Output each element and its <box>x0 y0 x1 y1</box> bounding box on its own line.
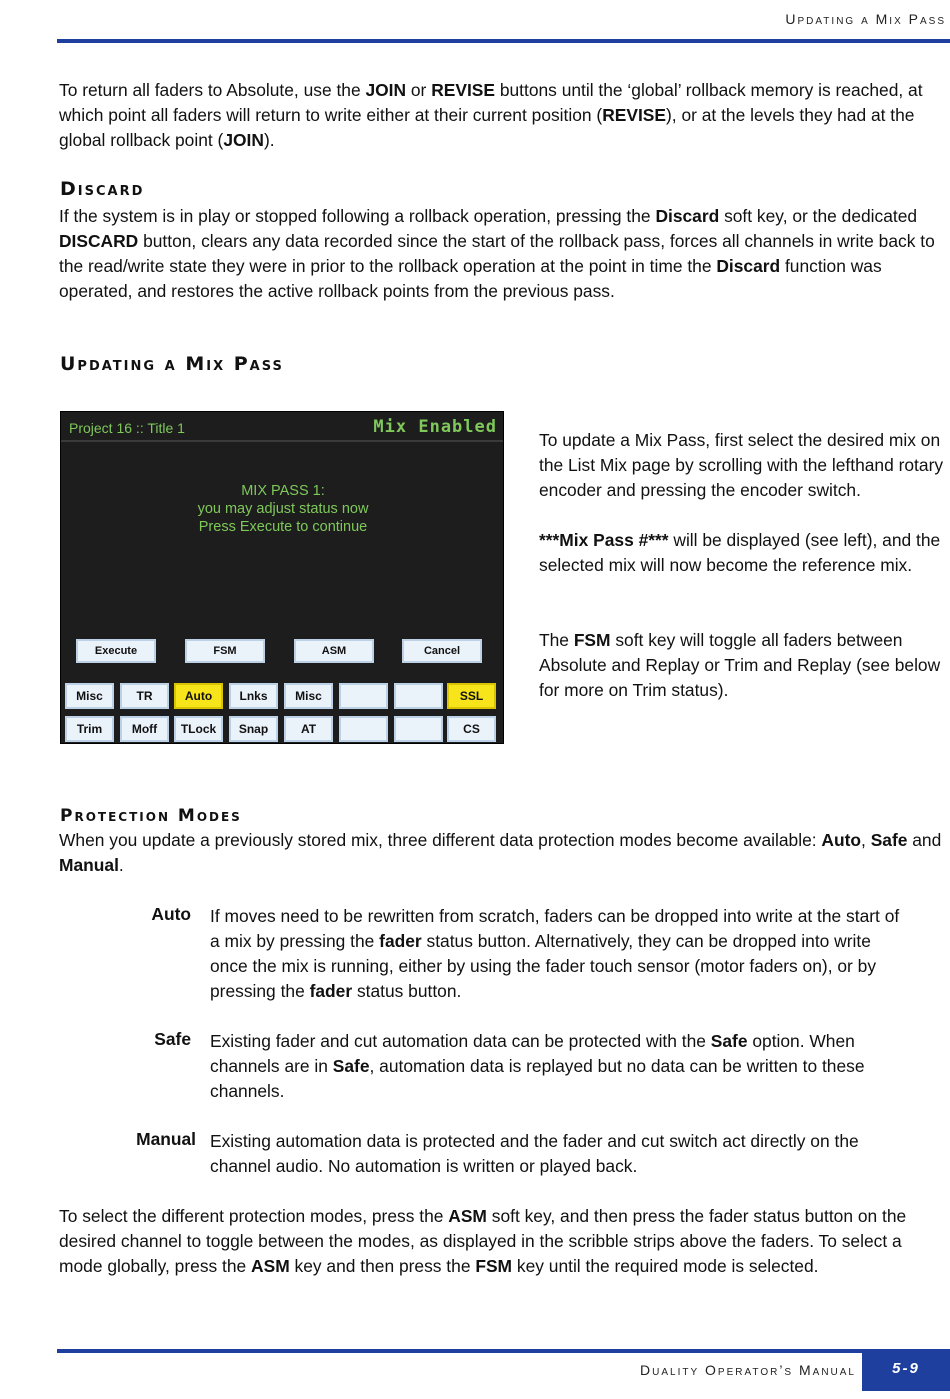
term-safe: Safe <box>154 1029 191 1049</box>
intro-paragraph <box>59 78 944 153</box>
screen-key-cs: CS <box>447 716 496 742</box>
page-number: 5-9 <box>862 1349 950 1391</box>
protection-closing <box>59 1204 944 1279</box>
bold-term: Safe <box>332 1056 370 1076</box>
bold-term: Discard <box>716 256 781 276</box>
screen-message-line: MIX PASS 1: <box>241 483 325 499</box>
text-run: . <box>118 855 124 875</box>
def-safe <box>210 1029 910 1104</box>
softkey-fsm: FSM <box>185 639 265 663</box>
bold-term: JOIN <box>365 80 407 100</box>
text-run: or <box>406 80 432 100</box>
screen-key-auto: Auto <box>174 683 223 709</box>
screen-key-blank <box>339 716 388 742</box>
text-run: buttons until the ‘global’ rollback memory is reached, at which point all faders will return to write either at their current position ( <box>59 80 923 125</box>
mixpass-heading: Updating a Mix Pass <box>60 353 284 375</box>
screen-key-lnks: Lnks <box>229 683 278 709</box>
text-run: , <box>861 830 871 850</box>
screen-key-blank <box>394 683 443 709</box>
bold-term: ASM <box>448 1206 487 1226</box>
text-run: If the system is in play or stopped following a rollback operation, pressing the <box>59 206 656 226</box>
screen-key-moff: Moff <box>120 716 169 742</box>
screen-key-misc-2: Misc <box>284 683 333 709</box>
text-run: status button. Alternatively, they can be dropped into write once the mix is running, either by using the fader touch sensor (motor faders on), or by pressing the <box>210 931 877 1001</box>
text-run: , automation data is replayed but no data can be written to these channels. <box>210 1056 865 1101</box>
text-run: To select the different protection modes, press the <box>59 1206 449 1226</box>
screen-key-blank <box>394 716 443 742</box>
def-auto <box>210 904 910 1004</box>
bold-term: REVISE <box>431 80 495 100</box>
screen-key-tlock: TLock <box>174 716 223 742</box>
protection-heading: Protection Modes <box>60 806 242 826</box>
text-run: status button. <box>352 981 462 1001</box>
bold-term: Discard <box>655 206 720 226</box>
screen-key-blank <box>339 683 388 709</box>
bold-term: fader <box>379 931 422 951</box>
def-manual: Existing automation data is protected and the fader and cut switch act directly on the channel audio. No automation is written or played back. <box>210 1131 859 1176</box>
text-run: ). <box>263 130 275 150</box>
text-run: When you update a previously stored mix, three different data protection modes become available: <box>59 830 822 850</box>
screen-message-line: you may adjust status now <box>197 501 369 517</box>
text-run: If moves need to be rewritten from scratch, faders can be dropped into write at the start of a mix by pressing the <box>210 906 900 951</box>
text-run: soft key, or the dedicated <box>719 206 918 226</box>
bold-term: Safe <box>870 830 908 850</box>
bold-term: ASM <box>251 1256 290 1276</box>
bold-term: REVISE <box>602 105 667 125</box>
bold-term: FSM <box>573 630 611 650</box>
text-run: key and then press the <box>289 1256 476 1276</box>
bold-term: Auto <box>821 830 862 850</box>
screen-title-bar <box>61 412 503 442</box>
text-run: button, clears any data recorded since the start of the rollback pass, forces all channels in write back to the read/write state they were in prior to the rollback operation at the point in time the <box>59 231 935 276</box>
bold-term: fader <box>309 981 353 1001</box>
page-header-title: Updating a Mix Pass <box>785 11 946 27</box>
bold-term: DISCARD <box>59 231 139 251</box>
bold-term: JOIN <box>223 130 264 150</box>
text-run: The <box>539 630 574 650</box>
term-manual: Manual <box>136 1129 196 1149</box>
bold-term: FSM <box>475 1256 513 1276</box>
bold-term: Safe <box>710 1031 748 1051</box>
softkey-asm: ASM <box>294 639 374 663</box>
screen-key-ssl: SSL <box>447 683 496 709</box>
mixpass-text-2 <box>539 528 944 578</box>
term-auto: Auto <box>151 904 191 924</box>
discard-paragraph <box>59 204 944 304</box>
screen-key-snap: Snap <box>229 716 278 742</box>
screen-key-tr: TR <box>120 683 169 709</box>
footer-manual-title: Duality Operator’s Manual <box>640 1362 856 1378</box>
screen-mix-status: Mix Enabled <box>373 417 497 437</box>
mixpass-text-1: To update a Mix Pass, first select the desired mix on the List Mix page by scrolling with the lefthand rotary encoder and pressing the encoder switch. <box>539 430 944 500</box>
screen-message <box>61 482 505 536</box>
console-screen-figure <box>60 411 504 744</box>
softkey-execute: Execute <box>76 639 156 663</box>
text-run: soft key, and then press the fader status button on the desired channel to toggle between the modes, as displayed in the scribble strips above the faders. To select a mode globally, press the <box>59 1206 907 1276</box>
bold-term: Manual <box>59 855 119 875</box>
protection-intro <box>59 828 944 878</box>
screen-project-title: Project 16 :: Title 1 <box>69 420 185 436</box>
screen-key-at: AT <box>284 716 333 742</box>
text-run: To return all faders to Absolute, use the <box>59 80 366 100</box>
screen-message-line: Press Execute to continue <box>198 519 368 535</box>
text-run: key until the required mode is selected. <box>512 1256 819 1276</box>
text-run: and <box>907 830 942 850</box>
text-run: will be displayed (see left), and the selected mix will now become the reference mix. <box>539 530 941 575</box>
bold-term: ***Mix Pass #*** <box>539 530 669 550</box>
mixpass-text-3 <box>539 628 944 703</box>
screen-key-trim: Trim <box>65 716 114 742</box>
screen-key-misc: Misc <box>65 683 114 709</box>
header-rule <box>57 39 950 43</box>
footer-rule <box>57 1349 950 1353</box>
text-run: Existing fader and cut automation data can be protected with the <box>210 1031 711 1051</box>
text-run: ), or at the levels they had at the global rollback point ( <box>59 105 915 150</box>
text-run: option. When channels are in <box>210 1031 855 1076</box>
discard-heading: Discard <box>60 178 145 200</box>
text-run: soft key will toggle all faders between Absolute and Replay or Trim and Replay (see below for more on Trim status). <box>539 630 941 700</box>
softkey-cancel: Cancel <box>402 639 482 663</box>
text-run: function was operated, and restores the active rollback points from the previous pass. <box>59 256 882 301</box>
